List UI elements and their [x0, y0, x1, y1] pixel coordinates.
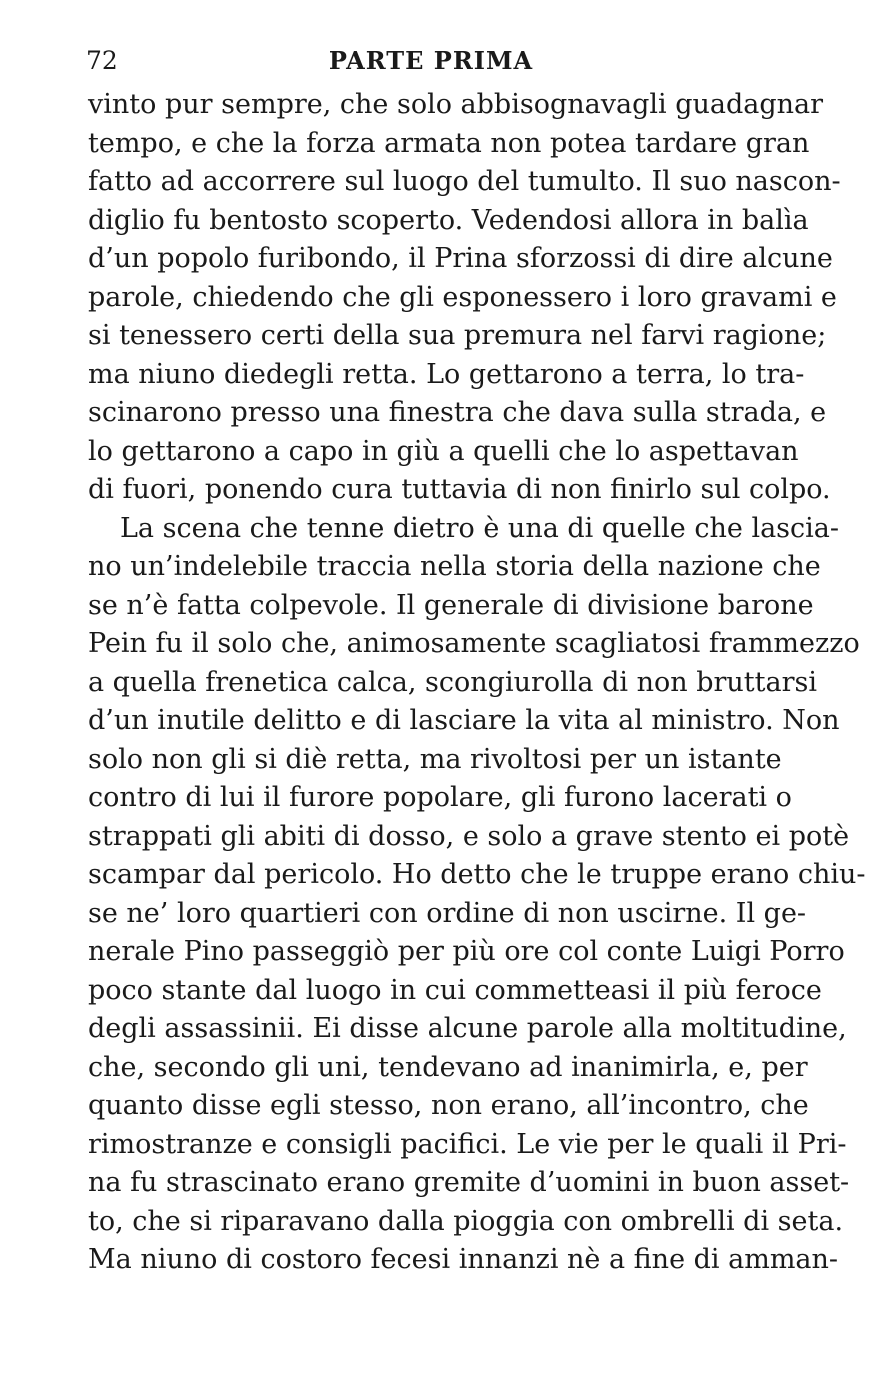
text-line: scampar dal pericolo. Ho detto che le truppe erano chiu-	[88, 859, 866, 890]
text-line: fatto ad accorrere sul luogo del tumulto. Il suo nascon-	[88, 166, 841, 197]
text-line: ma niuno diedegli retta. Lo gettarono a terra, lo tra-	[88, 358, 805, 390]
text-line: tempo, e che la forza armata non potea tardare gran	[88, 127, 810, 159]
text-line: Pein fu il solo che, animosamente scagliatosi frammezzo	[88, 628, 860, 659]
paragraph-start-line: La scena che tenne dietro è una di quelle che lascia-	[120, 512, 840, 544]
text-line: d’un popolo furibondo, il Prina sforzossi di dire alcune	[88, 243, 833, 274]
text-line: si tenessero certi della sua premura nel farvi ragione;	[88, 320, 827, 351]
text-line: che, secondo gli uni, tendevano ad inanimirla, e, per	[88, 1051, 808, 1083]
text-line: se ne’ loro quartieri con ordine di non uscirne. Il ge-	[88, 897, 807, 929]
text-line: Ma niuno di costoro fecesi innanzi nè a fine di amman-	[88, 1244, 839, 1275]
text-line: no un’indelebile traccia nella storia della nazione che	[88, 551, 821, 582]
text-line: strappati gli abiti di dosso, e solo a grave stento ei potè	[88, 820, 850, 852]
text-line: to, che si riparavano dalla pioggia con ombrelli di seta.	[88, 1205, 844, 1237]
text-line: na fu strascinato erano gremite d’uomini in buon asset-	[88, 1167, 850, 1198]
text-line: contro di lui il furore popolare, gli furono lacerati o	[88, 782, 792, 813]
running-head	[86, 44, 776, 78]
body-text	[88, 86, 866, 1280]
text-line: scinarono presso una finestra che dava sulla strada, e	[88, 397, 827, 428]
text-line: diglio fu bentosto scoperto. Vedendosi allora in balìa	[88, 204, 809, 236]
page-number: 72	[86, 46, 118, 75]
text-line: d’un inutile delitto e di lasciare la vita al ministro. Non	[88, 705, 840, 736]
paragraph-end-line: di fuori, ponendo cura tuttavia di non finirlo sul colpo.	[88, 474, 831, 505]
text-line: se n’è fatta colpevole. Il generale di divisione barone	[88, 589, 814, 621]
text-line: nerale Pino passeggiò per più ore col conte Luigi Porro	[88, 936, 845, 967]
text-line: solo non gli si diè retta, ma rivoltosi per un istante	[88, 743, 782, 775]
text-line: quanto disse egli stesso, non erano, all’incontro, che	[88, 1090, 809, 1121]
text-line: degli assassinii. Ei disse alcune parole alla moltitudine,	[88, 1013, 847, 1044]
text-line: parole, chiedendo che gli esponessero i loro gravami e	[88, 281, 837, 313]
text-line: a quella frenetica calca, scongiurolla di non bruttarsi	[88, 666, 817, 698]
text-line: poco stante dal luogo in cui commetteasi il più feroce	[88, 974, 822, 1006]
text-line: rimostranze e consigli pacifici. Le vie per le quali il Pri-	[88, 1128, 847, 1160]
text-line: lo gettarono a capo in giù a quelli che lo aspettavan	[88, 435, 799, 467]
text-line: vinto pur sempre, che solo abbisognavagli guadagnar	[88, 89, 824, 120]
running-title: PARTE PRIMA	[328, 46, 534, 75]
